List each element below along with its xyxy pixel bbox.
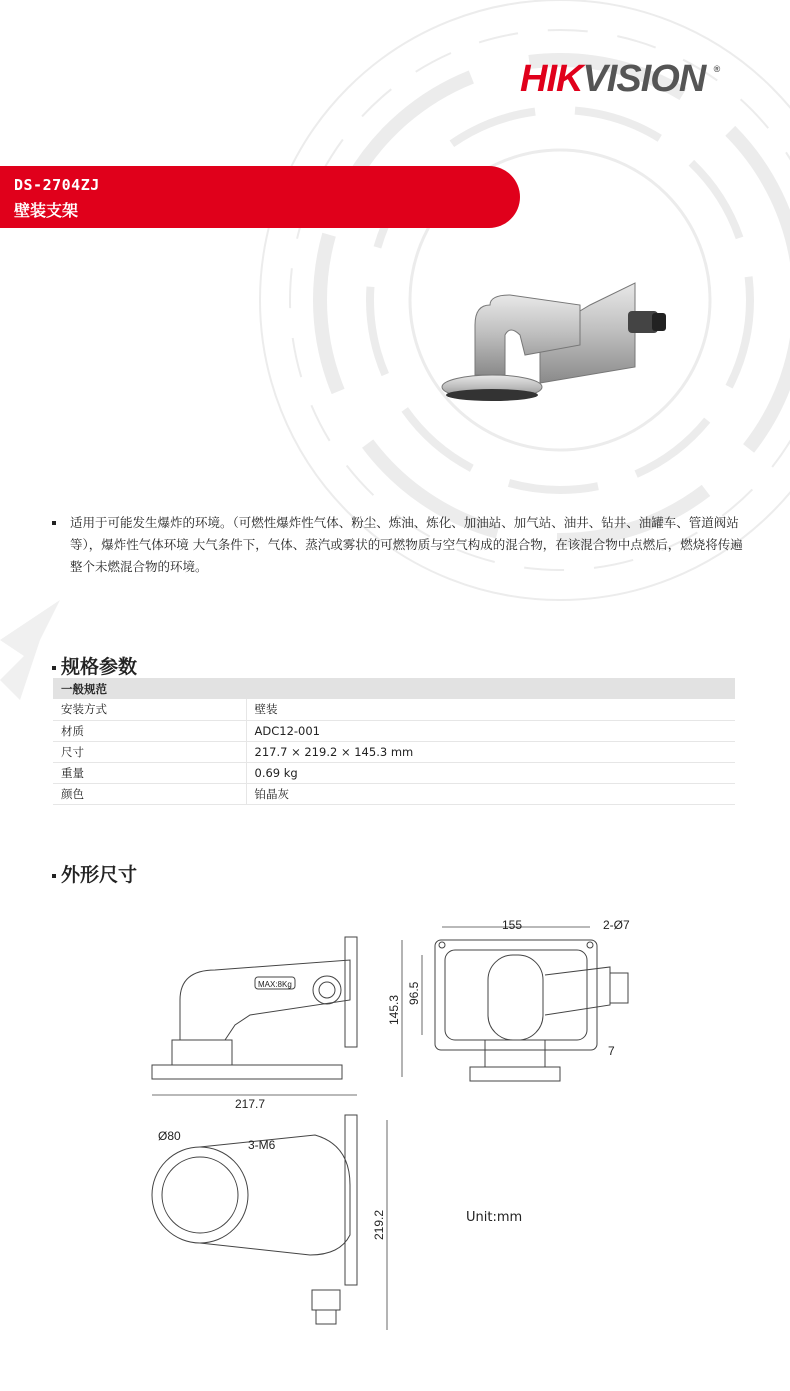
application-description: 适用于可能发生爆炸的环境。（可燃性爆炸性气体、粉尘、炼油、炼化、加油站、加气站、油井、钻井、油罐车、管道阀站等），爆炸性气体环境 大气条件下，气体、蒸汽或雾状的可燃物质与空气构成的混合物，在该混合物中点燃后，燃烧将传遍整个未燃混合物的环境。 — [52, 512, 752, 578]
hikvision-logo: HIKVISION ® — [520, 58, 720, 100]
svg-text:217.7: 217.7 — [235, 1097, 266, 1111]
svg-text:MAX:8Kg: MAX:8Kg — [258, 980, 292, 989]
product-name: 壁装支架 — [14, 201, 79, 220]
table-row: 颜色 铂晶灰 — [53, 783, 735, 804]
svg-text:145.3: 145.3 — [387, 994, 401, 1025]
specs-section-title: 规格参数 — [52, 652, 137, 679]
spec-table — [53, 678, 735, 805]
svg-text:3-M6: 3-M6 — [248, 1138, 276, 1152]
bullet-icon — [52, 521, 56, 525]
dimension-drawing — [140, 905, 660, 1335]
dimensions-section-title: 外形尺寸 — [52, 860, 137, 887]
svg-text:7: 7 — [608, 1044, 615, 1058]
table-row: 尺寸 217.7 × 219.2 × 145.3 mm — [53, 741, 735, 762]
unit-label: Unit:mm — [466, 1210, 523, 1225]
svg-text:96.5: 96.5 — [407, 981, 421, 1005]
product-banner — [0, 166, 520, 228]
bullet-icon — [52, 874, 56, 878]
svg-text:Ø80: Ø80 — [158, 1129, 181, 1143]
svg-text:155: 155 — [502, 918, 523, 932]
table-row: 材质 ADC12-001 — [53, 720, 735, 741]
svg-text:2-Ø7: 2-Ø7 — [603, 918, 630, 932]
product-image — [430, 275, 680, 410]
table-row: 重量 0.69 kg — [53, 762, 735, 783]
svg-text:219.2: 219.2 — [372, 1209, 386, 1240]
model-number: DS-2704ZJ — [14, 176, 100, 194]
spec-group-header: 一般规范 — [53, 678, 735, 699]
table-row: 安装方式 壁装 — [53, 699, 735, 720]
bullet-icon — [52, 666, 56, 670]
